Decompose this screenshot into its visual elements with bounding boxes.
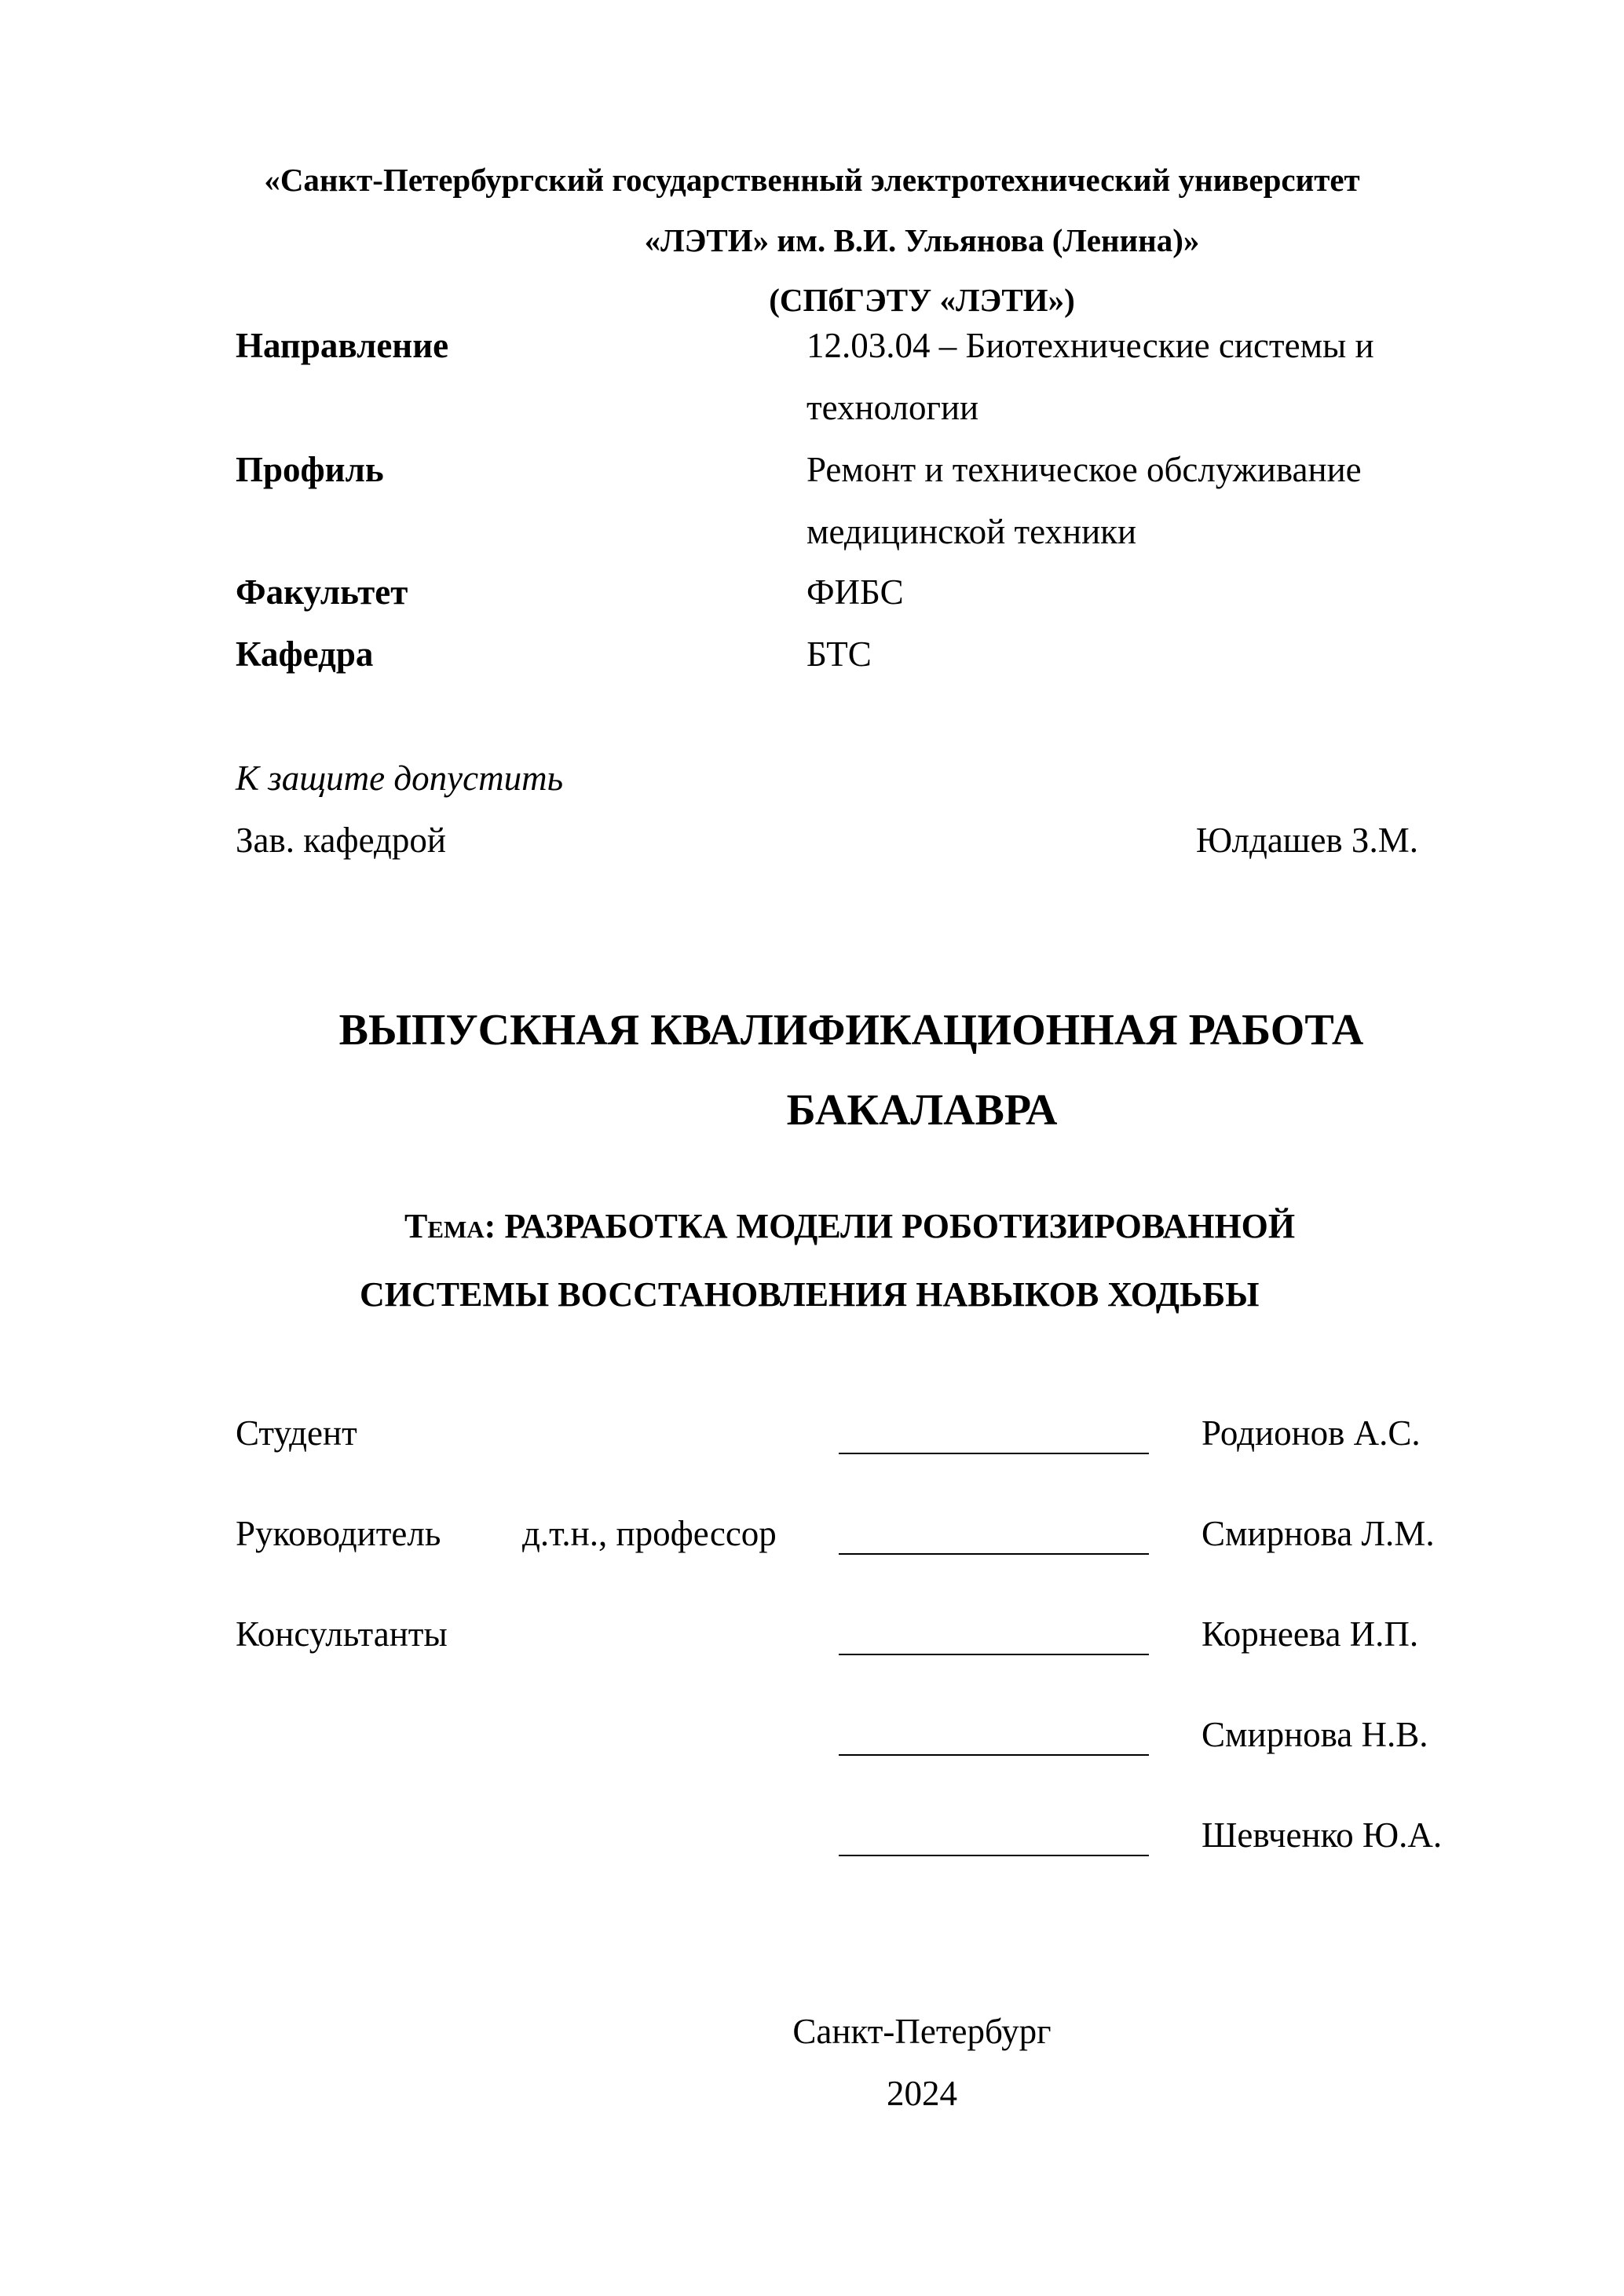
signature-name-consultant-2: Смирнова Н.В.	[1202, 1715, 1428, 1754]
signature-line	[839, 1754, 1149, 1756]
signature-name-supervisor: Смирнова Л.М.	[1202, 1514, 1435, 1553]
signature-name-student: Родионов А.С.	[1202, 1413, 1421, 1453]
signature-role-consultants: Консультанты	[236, 1614, 448, 1654]
document-title-line2: БАКАЛАВРА	[786, 1086, 1058, 1135]
info-label-department: Кафедра	[236, 634, 374, 674]
signature-line	[839, 1855, 1149, 1856]
approval-name: Юлдашев З.М.	[1195, 821, 1418, 860]
info-value-profile: Ремонт и техническое обслуживание	[807, 450, 1362, 489]
info-label-faculty: Факультет	[236, 572, 408, 612]
info-value-faculty: ФИБС	[807, 572, 904, 612]
university-name-line2: «ЛЭТИ» им. В.И. Ульянова (Ленина)»	[644, 222, 1200, 258]
approval-role: Зав. кафедрой	[236, 821, 446, 860]
info-value-department: БТС	[807, 634, 872, 674]
info-label-profile: Профиль	[236, 450, 384, 489]
info-value-profile-cont: медицинской техники	[807, 512, 1137, 551]
topic-line1	[404, 1203, 1295, 1250]
signature-line	[839, 1553, 1149, 1555]
info-value-direction: 12.03.04 – Биотехнические системы и	[807, 326, 1374, 365]
signature-role-student: Студент	[236, 1413, 357, 1453]
info-value-direction-cont: технологии	[807, 388, 979, 427]
signature-line	[839, 1654, 1149, 1655]
signature-degree-supervisor: д.т.н., профессор	[522, 1514, 777, 1553]
document-title-line1: ВЫПУСКНАЯ КВАЛИФИКАЦИОННАЯ РАБОТА	[338, 1006, 1364, 1055]
approval-note: К защите допустить	[236, 759, 564, 798]
signature-role-supervisor: Руководитель	[236, 1514, 441, 1553]
footer-year: 2024	[887, 2074, 957, 2113]
university-name-line1: «Санкт-Петербургский государственный электротехнический университет	[264, 162, 1360, 198]
signature-name-consultant-3: Шевченко Ю.А.	[1202, 1815, 1443, 1855]
info-label-direction: Направление	[236, 326, 449, 365]
university-abbrev: (СПбГЭТУ «ЛЭТИ»)	[769, 282, 1075, 318]
signature-name-consultant-1: Корнеева И.П.	[1202, 1614, 1419, 1654]
topic-text-line1: РАЗРАБОТКА МОДЕЛИ РОБОТИЗИРОВАННОЙ	[504, 1207, 1296, 1245]
footer-city: Санкт-Петербург	[792, 2012, 1052, 2051]
topic-prefix: Тема:	[404, 1207, 496, 1245]
signature-line	[839, 1453, 1149, 1454]
topic-line2: СИСТЕМЫ ВОССТАНОВЛЕНИЯ НАВЫКОВ ХОДЬБЫ	[360, 1275, 1260, 1314]
